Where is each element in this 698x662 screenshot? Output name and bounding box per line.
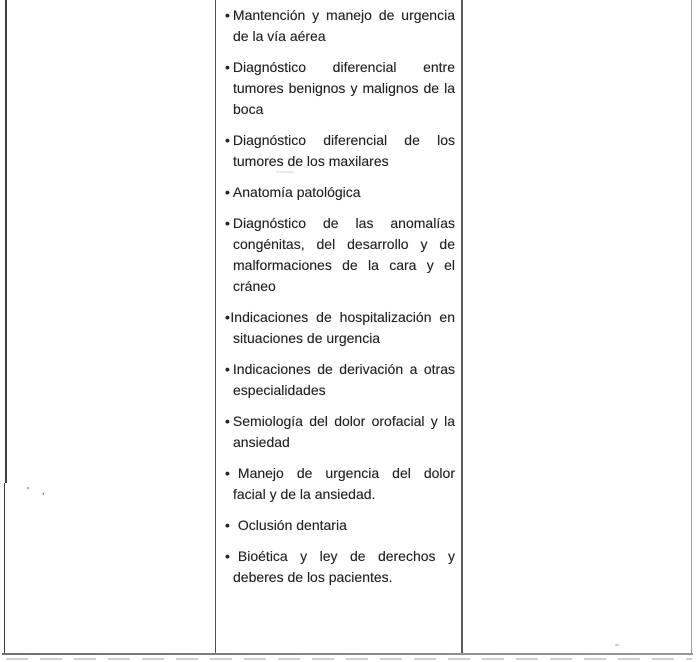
stray-pen-mark: ' ,: [27, 486, 50, 497]
topic-text: Indicaciones de derivación a otras especialidades: [232, 361, 455, 398]
bullet-icon: •: [225, 517, 230, 533]
bullet-icon: •: [225, 59, 230, 75]
topic-item: [225, 57, 455, 120]
topic-text: Diagnóstico diferencial de los tumores de los maxilares: [232, 132, 455, 169]
topic-item: [225, 182, 455, 203]
bullet-icon: •: [225, 413, 230, 429]
bullet-icon: •: [225, 215, 230, 231]
table-column-divider-2: [461, 0, 463, 654]
bullet-icon: •: [225, 548, 230, 564]
scan-speck: [615, 644, 619, 646]
table-border-left-upper: [5, 0, 7, 483]
topic-text: Anatomía patológica: [232, 184, 361, 200]
bullet-icon: •: [225, 361, 230, 377]
topics-list: [217, 0, 461, 654]
scan-artifact-line: [6, 658, 692, 660]
topic-item: [225, 130, 455, 172]
bullet-icon: •: [225, 132, 230, 148]
topic-item: [225, 546, 455, 588]
topic-text: Manejo de urgencia del dolor facial y de la ansiedad.: [233, 465, 455, 502]
topic-text: Semiología del dolor orofacial y la ansiedad: [232, 413, 455, 450]
topic-text: Diagnóstico de las anomalías congénitas, del desarrollo y de malformaciones de la cara y el cráneo: [232, 215, 455, 294]
topic-item: [225, 359, 455, 401]
topic-text: Diagnóstico diferencial entre tumores benignos y malignos de la boca: [232, 59, 455, 117]
topic-item: [225, 411, 455, 453]
topic-text: Oclusión dentaria: [237, 517, 347, 533]
bullet-icon: •: [225, 309, 230, 325]
table-border-left-lower: [4, 483, 6, 654]
topic-item: [225, 463, 455, 505]
bullet-icon: •: [225, 7, 230, 23]
topic-item: [225, 515, 455, 536]
topic-text: Indicaciones de hospitalización en situaciones de urgencia: [230, 309, 455, 346]
topic-item: [225, 307, 455, 349]
bullet-icon: •: [225, 184, 230, 200]
topic-text: Bioética y ley de derechos y deberes de los pacientes.: [233, 548, 455, 585]
topic-item: [225, 213, 455, 297]
bullet-icon: •: [225, 465, 230, 481]
table-border-right: [691, 0, 692, 654]
topic-text: Mantención y manejo de urgencia de la vía aérea: [232, 7, 455, 44]
topic-item: [225, 5, 455, 47]
